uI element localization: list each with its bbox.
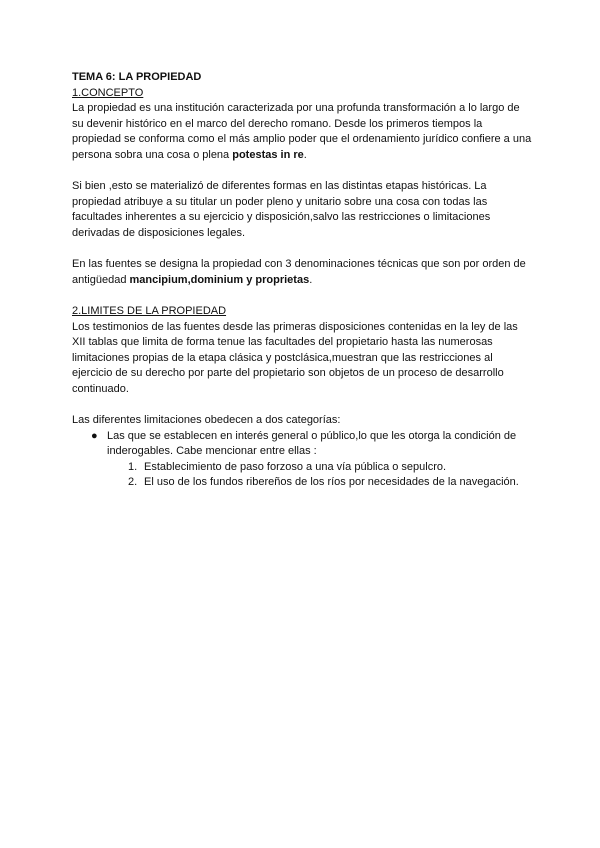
paragraph-end: .	[309, 273, 313, 286]
paragraph-text: La propiedad es una institución caracterizada por una profunda transformación a lo largo de su devenir histórico en el marco del derecho romano. Desde los primeros tiempos la propiedad se conforma como el más amplio poder que el ordenamiento jurídico confiere a una persona sobra una cosa o plena	[72, 102, 532, 161]
paragraph-end: .	[303, 148, 307, 161]
section-heading-concepto: 1.CONCEPTO	[72, 86, 144, 99]
paragraph-concepto-2: Si bien ,esto se materializó de diferentes formas en las distintas etapas históricas. La propiedad atribuye a su titular un poder pleno y unitario sobre una cosa con todas las facultades inherentes a su ejercicio y disposición,salvo las restricciones o limitaciones derivadas de disposiciones legales.	[72, 180, 491, 239]
paragraph-limites-1: Los testimonios de las fuentes desde las primeras disposiciones contenidas en la ley de las XII tablas que limita de forma tenue las facultades del propietario hasta las numerosas limitaciones propias de la etapa clásica y postclásica,muestran que las restricciones al ejercicio de su derecho por parte del propietario son objetos de un proceso de desarrollo continuado.	[72, 320, 518, 395]
bold-term-potestas: potestas in re	[232, 148, 304, 161]
item-text: Establecimiento de paso forzoso a una vía pública o sepulcro.	[144, 460, 447, 473]
item-text: El uso de los fundos ribereños de los ríos por necesidades de la navegación.	[144, 476, 519, 489]
document-body	[72, 70, 532, 491]
bold-term-denominaciones: mancipium,dominium y proprietas	[129, 273, 310, 286]
paragraph-text: En las fuentes se designa la propiedad con 3 denominaciones técnicas que son por orden de antigüedad	[72, 258, 526, 286]
paragraph-concepto-1	[72, 101, 532, 163]
paragraph-limites-2: Las diferentes limitaciones obedecen a dos categorías:	[72, 414, 341, 427]
list-item	[72, 429, 532, 460]
section-heading-limites: 2.LIMITES DE LA PROPIEDAD	[72, 304, 227, 317]
item-number: 1.	[128, 460, 138, 473]
bullet-icon: ●	[91, 429, 98, 442]
list-item	[72, 460, 532, 476]
numbered-list	[72, 460, 532, 491]
paragraph-concepto-3	[72, 257, 532, 288]
list-item	[72, 475, 532, 491]
bullet-text: Las que se establecen en interés general o público,lo que les otorga la condición de inderogables. Cabe mencionar entre ellas :	[107, 429, 517, 458]
document-title: TEMA 6: LA PROPIEDAD	[72, 71, 202, 83]
item-number: 2.	[128, 476, 138, 489]
bullet-list	[72, 429, 532, 460]
